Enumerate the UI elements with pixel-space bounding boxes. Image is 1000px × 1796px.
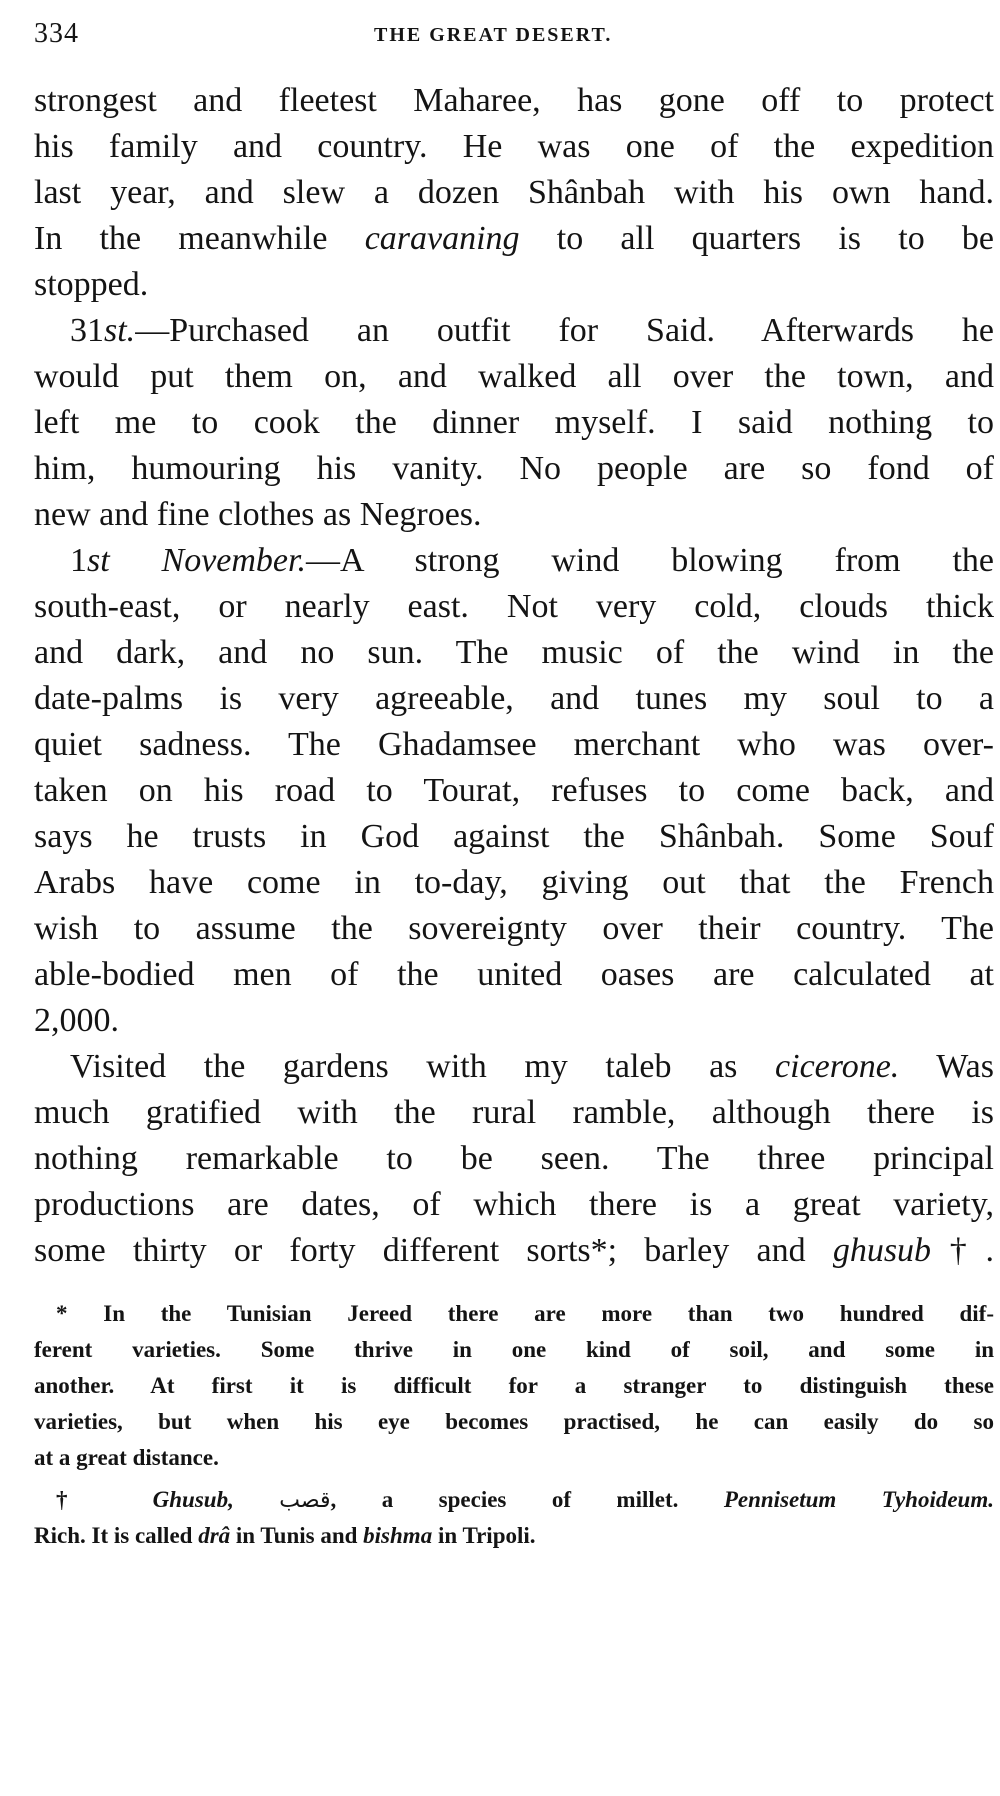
footnote-line: † Ghusub, قصب, a species of millet. Pennisetum Tyhoideum. [56, 1487, 994, 1513]
text-line: last year, and slew a dozen Shânbah with his own hand. [34, 174, 994, 211]
text-line: says he trusts in God against the Shânbah. Some Souf [34, 818, 994, 855]
page-number: 334 [34, 18, 79, 49]
text-line: taken on his road to Tourat, refuses to come back, and [34, 772, 994, 809]
text-line: productions are dates, of which there is a great variety, [34, 1186, 994, 1223]
text-line: Arabs have come in to-day, giving out that the French [34, 864, 994, 901]
text-line: some thirty or forty different sorts*; barley and ghusub†. [34, 1232, 994, 1269]
text-line: new and fine clothes as Negroes. [34, 496, 482, 533]
italic-date: st. [104, 312, 136, 349]
text-line: much gratified with the rural ramble, although there is [34, 1094, 994, 1131]
italic-term: bishma [363, 1523, 433, 1548]
italic-term: Ghusub, [152, 1487, 234, 1512]
italic-term: caravaning [364, 220, 520, 257]
book-page [34, 0, 994, 1796]
text-line: his family and country. He was one of the expedition [34, 128, 994, 165]
text-line: date-palms is very agreeable, and tunes my soul to a [34, 680, 994, 717]
text-line: able-bodied men of the united oases are calculated at [34, 956, 994, 993]
text-line: and dark, and no sun. The music of the wind in the [34, 634, 994, 671]
footnote-line: Rich. It is called drâ in Tunis and bishma in Tripoli. [34, 1523, 536, 1548]
text-line: stopped. [34, 266, 149, 303]
running-head: THE GREAT DESERT. [374, 24, 613, 46]
text-line: Visited the gardens with my taleb as cicerone. Was [70, 1048, 995, 1085]
text-line: In the meanwhile caravaning to all quarters is to be [34, 220, 994, 257]
arabic-word: قصب [279, 1488, 331, 1513]
footnote-line: at a great distance. [34, 1445, 219, 1470]
text-line: would put them on, and walked all over the town, and [34, 358, 994, 395]
text-line: quiet sadness. The Ghadamsee merchant who was over- [34, 726, 994, 763]
page-header [34, 18, 994, 58]
italic-term: Pennisetum Tyhoideum. [723, 1487, 994, 1512]
text-line: 31st.—Purchased an outfit for Said. Afterwards he [70, 312, 994, 349]
footnote-line: * In the Tunisian Jereed there are more than two hundred dif- [56, 1301, 994, 1326]
text-line: south-east, or nearly east. Not very cold, clouds thick [34, 588, 994, 625]
footnote-line: varieties, but when his eye becomes practised, he can easily do so [34, 1409, 994, 1434]
text-line: strongest and fleetest Maharee, has gone off to protect [34, 82, 994, 119]
text-line: wish to assume the sovereignty over their country. The [34, 910, 994, 947]
italic-term: ghusub [832, 1232, 932, 1269]
footnote-line: ferent varieties. Some thrive in one kind of soil, and some in [34, 1337, 994, 1362]
text-line: left me to cook the dinner myself. I said nothing to [34, 404, 994, 441]
text-line: him, humouring his vanity. No people are so fond of [34, 450, 994, 487]
footnote-line: another. At first it is difficult for a stranger to distinguish these [34, 1373, 994, 1398]
italic-term: drâ [198, 1523, 231, 1548]
text-line: 1st November.—A strong wind blowing from the [70, 542, 994, 579]
text-line: 2,000. [34, 1002, 119, 1039]
italic-date: st November. [87, 542, 306, 579]
text-line: nothing remarkable to be seen. The three principal [34, 1140, 994, 1177]
italic-term: cicerone. [775, 1048, 900, 1085]
